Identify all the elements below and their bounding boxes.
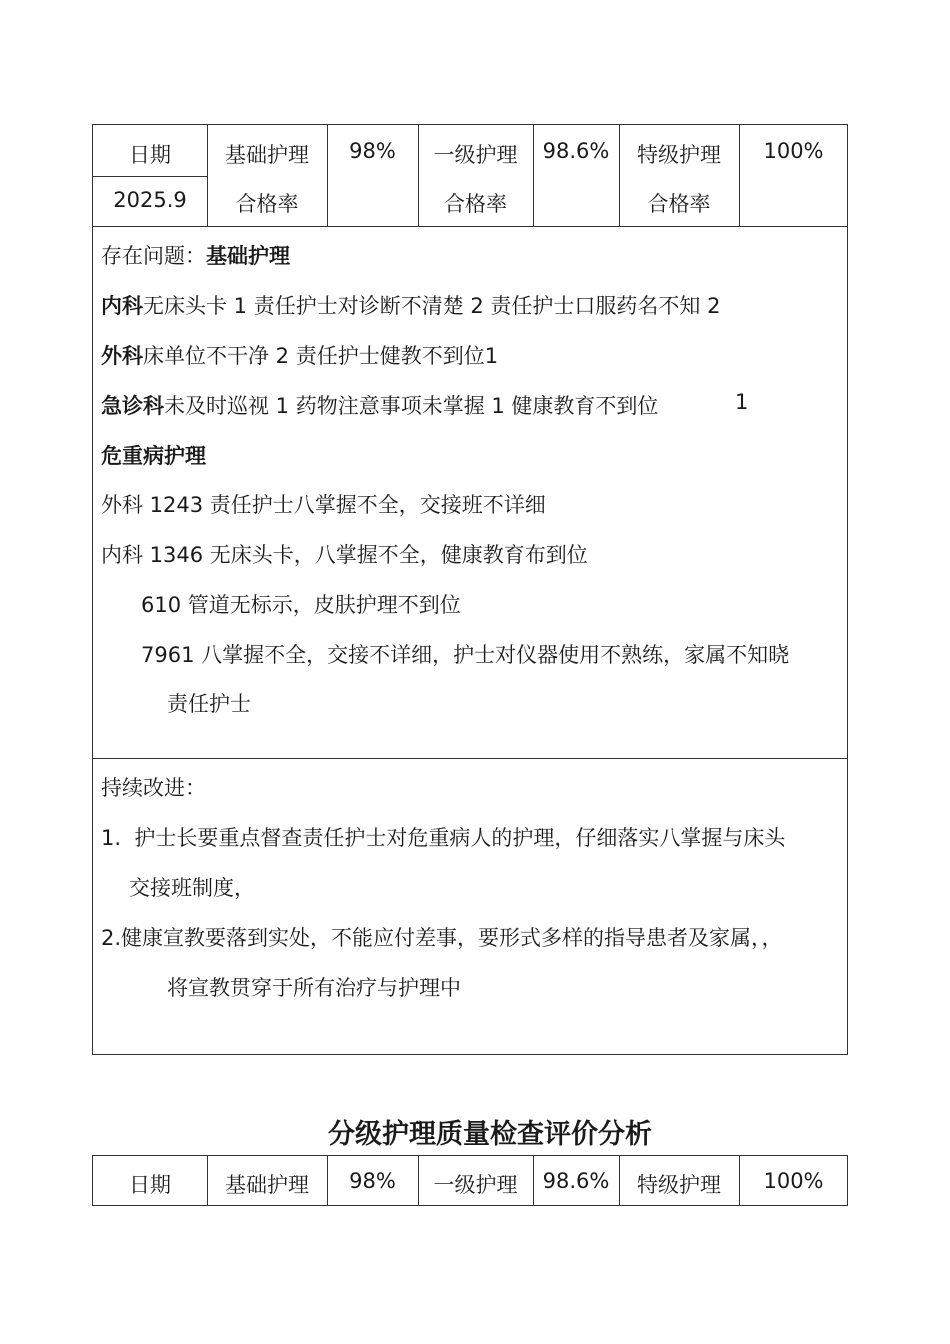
basic-heading: 基础护理	[206, 244, 290, 268]
critical-heading: 危重病护理	[101, 444, 206, 468]
evaluation-table	[92, 124, 848, 1055]
special-label: 特级护理	[637, 1173, 721, 1197]
row-divider	[93, 758, 848, 759]
improvement-item-cont: 交接班制度，	[129, 876, 255, 900]
jizhen-label: 急诊科	[101, 394, 164, 418]
improvement-item-cont: 将宣教贯穿于所有治疗与护理中	[167, 976, 461, 1000]
special-rate: 100%	[763, 139, 824, 163]
basic-label: 基础护理	[225, 143, 309, 167]
special-rate: 100%	[763, 1169, 824, 1193]
special-label: 特级护理	[637, 143, 721, 167]
level1-rate: 98.6%	[542, 1169, 610, 1193]
special-sub: 合格率	[647, 192, 711, 216]
critical-item: 610 管道无标示，皮肤护理不到位	[141, 593, 461, 617]
neike-line	[101, 290, 720, 320]
neike-text: 无床头卡 1 责任护士对诊断不清楚 2 责任护士口服药名不知 2	[143, 294, 721, 318]
date-label: 日期	[129, 1173, 171, 1197]
waike-line	[101, 340, 498, 370]
level1-sub: 合格率	[444, 192, 507, 216]
section-title: 分级护理质量检查评价分析	[328, 1119, 652, 1150]
critical-item: 外科 1243 责任护士八掌握不全，交接班不详细	[101, 493, 546, 517]
waike-text: 床单位不干净 2 责任护士健教不到位1	[143, 344, 499, 368]
critical-item: 内科 1346 无床头卡，八掌握不全，健康教育布到位	[101, 543, 588, 567]
basic-rate: 98%	[349, 1169, 396, 1193]
basic-sub: 合格率	[235, 192, 299, 216]
date-label: 日期	[129, 143, 171, 167]
jizhen-text: 未及时巡视 1 药物注意事项未掌握 1 健康教育不到位	[164, 394, 659, 418]
critical-item-cont: 责任护士	[167, 692, 251, 716]
improvement-item: 2.健康宣教要落到实处，不能应付差事，要形式多样的指导患者及家属，，	[101, 926, 783, 950]
basic-label: 基础护理	[225, 1173, 309, 1197]
basic-rate: 98%	[349, 139, 396, 163]
date-value: 2025.9	[113, 188, 187, 212]
waike-label: 外科	[101, 344, 143, 368]
problems-intro: 存在问题：	[101, 244, 206, 268]
neike-label: 内科	[101, 294, 143, 318]
row-divider	[93, 176, 207, 177]
level1-label: 一级护理	[433, 143, 518, 167]
problems-intro-line	[101, 240, 290, 270]
improvement-item: 1. 护士长要重点督查责任护士对危重病人的护理，仔细落实八掌握与床头	[101, 826, 786, 850]
critical-item: 7961 八掌握不全，交接不详细，护士对仪器使用不熟练，家属不知晓	[141, 643, 790, 667]
improvement-heading: 持续改进：	[101, 776, 206, 800]
level1-label: 一级护理	[433, 1173, 518, 1197]
level1-rate: 98.6%	[542, 139, 610, 163]
row-divider	[93, 226, 848, 227]
jizhen-count: 1	[735, 390, 749, 414]
jizhen-line	[101, 390, 658, 420]
second-table	[92, 1155, 848, 1206]
